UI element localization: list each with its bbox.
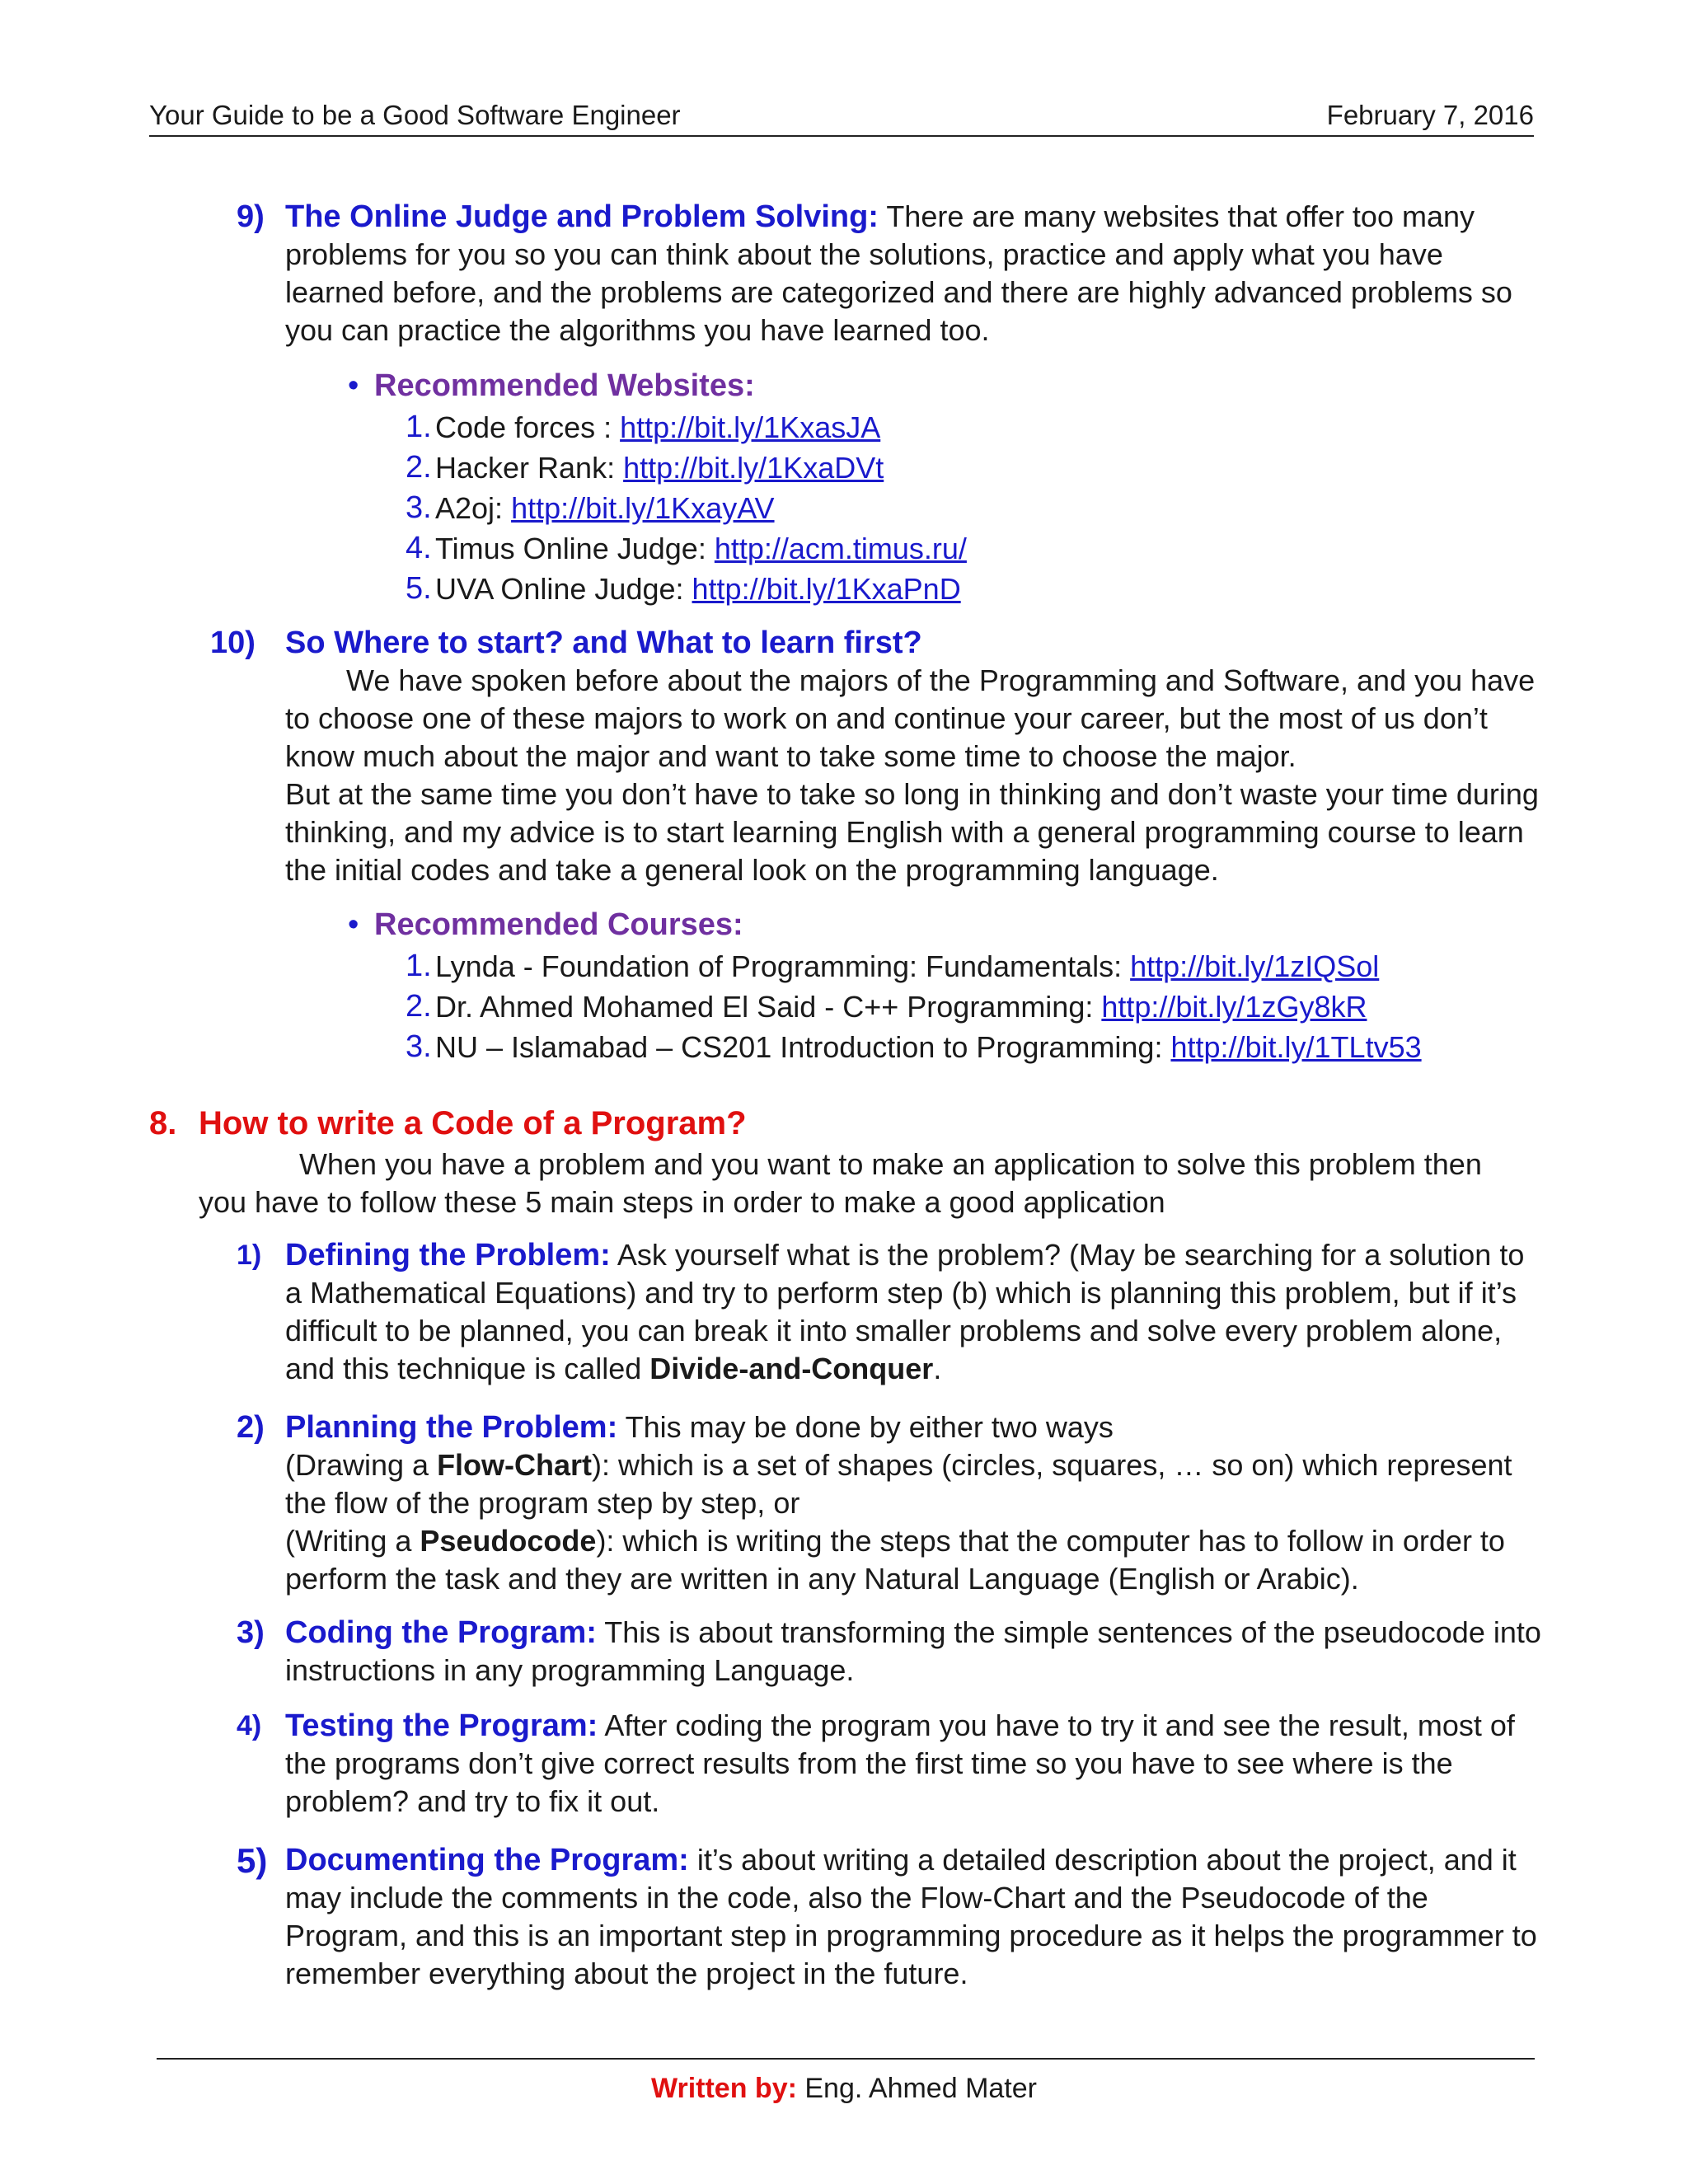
step-4-paragraph: Testing the Program: After coding the program you have to try it and see the result, most of the programs don’t give correct results from the first time so you have to see where is the problem? and try to fix it out. (285, 1708, 1515, 1818)
item-9-number: 9) (237, 199, 265, 234)
link-nu-islamabad[interactable]: http://bit.ly/1TLtv53 (1170, 1030, 1422, 1064)
websites-bullet-label: Recommended Websites: (374, 368, 755, 403)
item-10-number: 10) (210, 626, 256, 660)
list-item: 3. NU – Islamabad – CS201 Introduction to Programming: http://bit.ly/1TLtv53 (406, 1029, 1422, 1064)
item-9-paragraph (285, 198, 1538, 349)
item-10-paragraph-1: We have spoken before about the majors of the Programming and Software, and you have to choose one of these majors to work on and continue your career, but the most of us don’t know much about the major and want to take some time to choose the major. (285, 663, 1536, 773)
link-codeforces[interactable]: http://bit.ly/1KxasJA (620, 410, 881, 444)
link-lynda[interactable]: http://bit.ly/1zIQSol (1130, 949, 1380, 983)
list-item: 5. UVA Online Judge: http://bit.ly/1KxaPnD (406, 571, 961, 606)
step-2-number: 2) (237, 1410, 265, 1445)
section-8-number: 8. (149, 1105, 177, 1141)
bullet-dot-icon: • (348, 368, 359, 403)
link-elsaid[interactable]: http://bit.ly/1zGy8kR (1101, 990, 1367, 1024)
item-10-block (285, 624, 1546, 889)
step-1-number: 1) (237, 1240, 262, 1271)
list-item: 4. Timus Online Judge: http://acm.timus.ru/ (406, 531, 967, 565)
section-8-title: How to write a Code of a Program? (199, 1105, 747, 1141)
courses-bullet-label: Recommended Courses: (374, 907, 743, 942)
courses-list (406, 946, 1422, 1067)
item-10-paragraph-2: But at the same time you don’t have to take so long in thinking and don’t waste your time during thinking, and my advice is to start learning English with a general programming course to learn the initial codes and take a general look on the programming language. (285, 777, 1539, 887)
page-footer (0, 2070, 1688, 2107)
step-1-heading: Defining the Problem: (285, 1238, 611, 1272)
header-date: February 7, 2016 (1326, 100, 1534, 130)
list-item: 3. A2oj: http://bit.ly/1KxayAV (406, 490, 775, 525)
step-4-number: 4) (237, 1710, 262, 1741)
step-1-paragraph: Defining the Problem: Ask yourself what is the problem? (May be searching for a solution to a Mathematical Equations) and try to perform step (b) which is planning this problem, but if it’s difficult to be planned, you can break it into smaller problems and solve every problem alone, and this technique is called Divide-and-Conquer. (285, 1238, 1525, 1385)
bullet-dot-icon: • (348, 907, 359, 942)
step-3-paragraph: Coding the Program: This is about transforming the simple sentences of the pseudocode into instructions in any programming Language. (285, 1615, 1541, 1687)
step-5-heading: Documenting the Program: (285, 1843, 689, 1877)
section-8-intro: When you have a problem and you want to make an application to solve this problem then you have to follow these 5 main steps in order to make a good application (199, 1147, 1482, 1219)
divide-and-conquer: Divide-and-Conquer (649, 1352, 934, 1385)
step-2-block: Planning the Problem: This may be done by either two ways (Drawing a Flow-Chart): which is a set of shapes (circles, squares, … so on) which represent the flow of the program step by step, or (Writing a Pseudocode): which is writing the steps that the computer has to follow in order to perform the task and they are written in any Natural Language (English or Arabic). (285, 1410, 1512, 1596)
list-item: 2. Hacker Rank: http://bit.ly/1KxaDVt (406, 450, 884, 485)
flow-chart-term: Flow-Chart (437, 1448, 593, 1482)
link-timus[interactable]: http://acm.timus.ru/ (714, 532, 967, 565)
item-9-heading: The Online Judge and Problem Solving: (285, 199, 879, 234)
step-5-paragraph: Documenting the Program: it’s about writing a detailed description about the project, and it may include the comments in the code, also the Flow-Chart and the Pseudocode of the Program, and this is an important step in programming procedure as it helps the programmer to remember everything about the project in the future. (285, 1843, 1537, 1990)
websites-bullet (348, 367, 755, 405)
link-uva[interactable]: http://bit.ly/1KxaPnD (692, 572, 961, 606)
footer-rule (157, 2058, 1535, 2060)
list-item: 1. Code forces : http://bit.ly/1KxasJA (406, 410, 881, 444)
link-hackerrank[interactable]: http://bit.ly/1KxaDVt (623, 451, 884, 485)
courses-bullet (348, 906, 743, 944)
step-5-number: 5) (237, 1841, 268, 1880)
item-9-text: There are many websites that offer too many problems for you so you can think about the solutions, practice and apply what you have learned before, and the problems are categorized and there are highly advanced problems so you can practice the algorithms you have learned too. (285, 199, 1512, 347)
websites-list (406, 407, 967, 609)
item-10-heading: So Where to start? and What to learn first? (285, 626, 922, 660)
list-item: 2. Dr. Ahmed Mohamed El Said - C++ Programming: http://bit.ly/1zGy8kR (406, 989, 1367, 1024)
footer-label: Written by: (651, 2073, 797, 2104)
pseudocode-term: Pseudocode (420, 1524, 597, 1558)
header-title: Your Guide to be a Good Software Engineer (149, 100, 681, 130)
link-a2oj[interactable]: http://bit.ly/1KxayAV (511, 491, 775, 525)
step-2-heading: Planning the Problem: (285, 1410, 618, 1445)
list-item: 1. Lynda - Foundation of Programming: Fundamentals: http://bit.ly/1zIQSol (406, 949, 1380, 983)
step-3-heading: Coding the Program: (285, 1615, 597, 1650)
step-4-heading: Testing the Program: (285, 1708, 598, 1743)
step-3-number: 3) (237, 1615, 265, 1650)
footer-author: Eng. Ahmed Mater (796, 2073, 1037, 2104)
page-header (149, 99, 1534, 137)
